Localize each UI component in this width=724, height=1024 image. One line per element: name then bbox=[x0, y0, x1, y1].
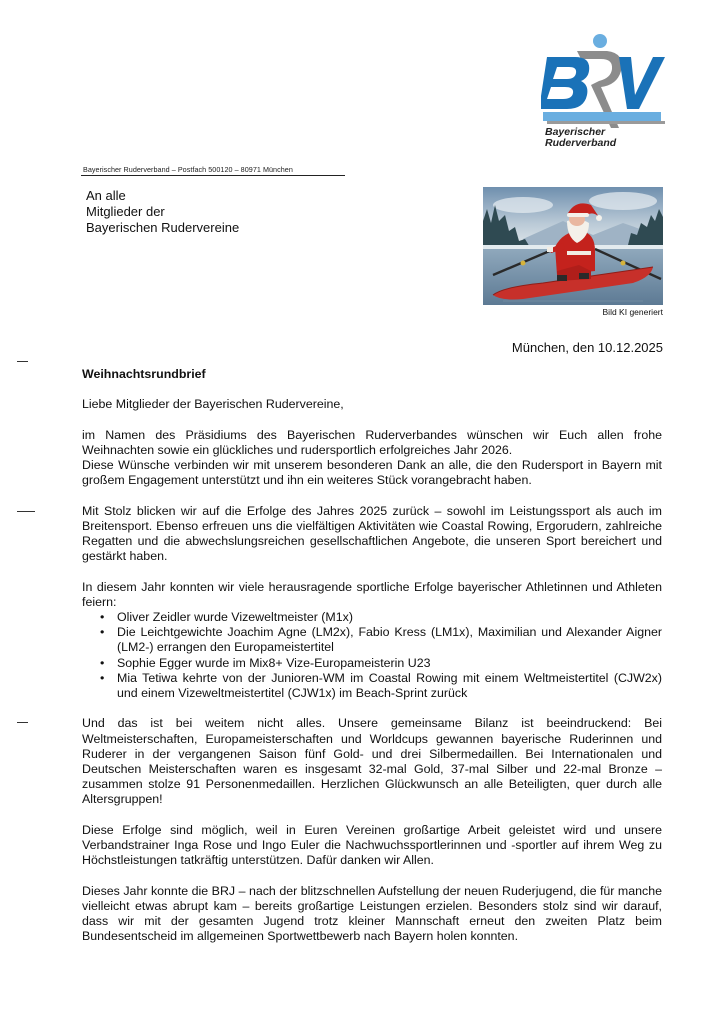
list-item bbox=[100, 625, 662, 655]
brv-logo bbox=[541, 33, 665, 151]
list-item-text: Die Leichtgewichte Joachim Agne (LM2x), Fabio Kress (LM1x), Maximilian und Alexander Aigner (LM2-) errangen den Europameistertitel bbox=[117, 625, 662, 655]
image-caption: Bild KI generiert bbox=[602, 307, 663, 317]
recipient-address bbox=[86, 188, 239, 236]
letter-date: München, den 10.12.2025 bbox=[511, 340, 663, 355]
bullet-icon: • bbox=[100, 610, 105, 624]
santa-rowing-image bbox=[483, 187, 663, 305]
bullet-icon: • bbox=[100, 655, 105, 670]
fold-mark-bottom bbox=[17, 722, 28, 723]
letter-body bbox=[82, 367, 662, 960]
fold-mark-top bbox=[17, 361, 28, 362]
bullet-icon: • bbox=[100, 625, 105, 640]
recipient-line-2: Mitglieder der bbox=[86, 204, 165, 219]
list-item bbox=[100, 655, 662, 671]
logo-line-1: Bayerischer bbox=[545, 126, 606, 138]
logo-text bbox=[545, 127, 616, 149]
letter-subject: Weihnachtsrundbrief bbox=[82, 367, 206, 381]
fold-mark-middle bbox=[17, 511, 35, 512]
recipient-line-1: An alle bbox=[86, 188, 126, 203]
paragraph-youth: Dieses Jahr konnte die BRJ – nach der blitzschnellen Aufstellung der neuen Ruderjugend, die für manche vielleicht etwas abrupt kam – bereits großartige Leistungen erzielen. Besonders stolz sind wir darauf, dass wir mit der gesamten Jugend trotz kleiner Mannschaft erneut den zweiten Platz beim Bundesentscheid im allgemeinen Sportwettbewerb nach Bayern holen konnten. bbox=[82, 883, 662, 944]
recipient-line-3: Bayerischen Rudervereine bbox=[86, 220, 240, 235]
list-item-text: Mia Tetiwa kehrte von der Junioren-WM im Coastal Rowing mit einem Weltmeistertitel (CJW2x) und einem Vizeweltmeistertitel (CJW1x) im Beach-Sprint zurück bbox=[117, 670, 662, 701]
paragraph-thanks: Diese Wünsche verbinden wir mit unserem besonderen Dank an alle, die den Rudersport in Bayern mit großem Engagement unterstützt und ihn ein weiteres Stück vorangebracht haben. bbox=[82, 458, 662, 488]
list-item bbox=[100, 610, 662, 625]
list-item-text: Oliver Zeidler wurde Vizeweltmeister (M1x) bbox=[117, 610, 353, 624]
list-item-text: Sophie Egger wurde im Mix8+ Vize-Europameisterin U23 bbox=[117, 655, 431, 670]
achievements-list bbox=[82, 610, 662, 701]
paragraph-clubs-coaches: Diese Erfolge sind möglich, weil in Euren Vereinen großartige Arbeit geleistet wird und unsere Verbandstrainer Inga Rose und Ingo Euler die Nachwuchssportlerinnen und -sportler auf ihrem Weg zu Höchstleistungen tatkräftig unterstützen. Dafür danken wir Allen. bbox=[82, 822, 662, 868]
paragraph-review: Mit Stolz blicken wir auf die Erfolge des Jahres 2025 zurück – sowohl im Leistungssport als auch im Breitensport. Ebenso erfreuen uns die vielfältigen Aktivitäten wie Coastal Rowing, Ergorudern, zahlreiche Regatten und die abwechslungsreichen gesellschaftlichen Angebote, die unseren Sport bereichert und gestärkt haben. bbox=[82, 503, 662, 564]
paragraph-achievements-intro: In diesem Jahr konnten wir viele herausragende sportliche Erfolge bayerischer Athletinnen und Athleten feiern: bbox=[82, 579, 662, 609]
santa-rowing-illustration bbox=[483, 187, 663, 305]
salutation: Liebe Mitglieder der Bayerischen Rudervereine, bbox=[82, 397, 344, 412]
paragraph-medal-summary: Und das ist bei weitem nicht alles. Unsere gemeinsame Bilanz ist beeindruckend: Bei Weltmeisterschaften, Europameisterschaften und Worldcups gewannen bayerische Ruderinnen und Ruderer in der vergangenen Saison fünf Gold- und drei Silbermedaillen. Bei Internationalen und Deutschen Meisterschaften waren es insgesamt 32-mal Gold, 37-mal Silber und 22-mal Bronze – zusammen stolze 91 Personenmedaillen. Herzlichen Glückwunsch an alle Beteiligten, quer durch alle Altersgruppen! bbox=[82, 716, 662, 807]
bullet-icon: • bbox=[100, 670, 105, 685]
list-item bbox=[100, 670, 662, 701]
logo-line-2: Ruderverband bbox=[545, 137, 617, 149]
return-address: Bayerischer Ruderverband – Postfach 500120 – 80971 München bbox=[81, 165, 345, 176]
paragraph-greeting: im Namen des Präsidiums des Bayerischen Ruderverbandes wünschen wir Euch allen frohe Weihnachten sowie ein glückliches und rudersportlich erfolgreiches Jahr 2026. bbox=[82, 427, 662, 457]
